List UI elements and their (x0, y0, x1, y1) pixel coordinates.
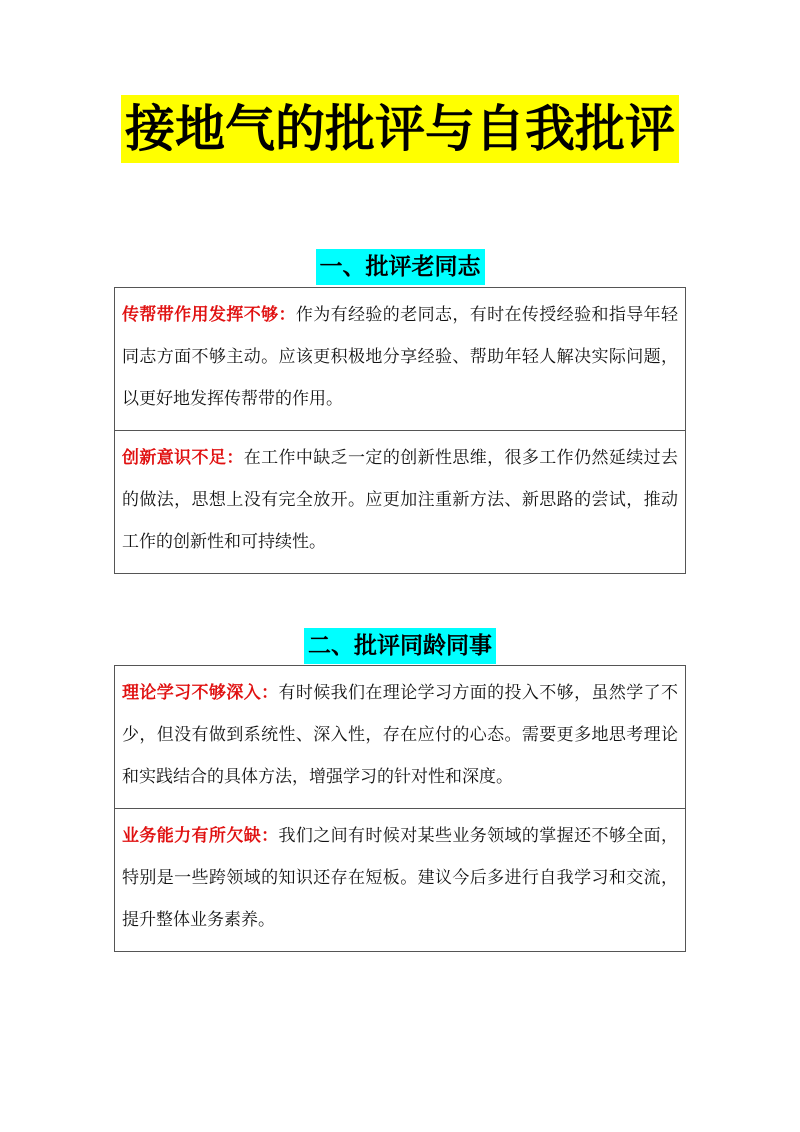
item-label: 传帮带作用发挥不够： (122, 305, 296, 325)
section-1-heading-container (0, 249, 800, 285)
item-text: 有时候我们在理论学习方面的投入不够，虽然学了不少，但没有做到系统性、深入性，存在应付的心态。需要更多地思考理论和实践结合的具体方法，增强学习的针对性和深度。 (122, 683, 678, 787)
title-container (0, 95, 800, 163)
section-1-item-1 (115, 288, 685, 430)
section-1-box (114, 287, 686, 574)
item-label: 创新意识不足： (122, 448, 244, 468)
page-title: 接地气的批评与自我批评 (121, 95, 679, 163)
section-1-item-2 (115, 430, 685, 573)
section-2-box (114, 665, 686, 952)
section-2-item-2 (115, 808, 685, 951)
section-2-heading: 二、批评同龄同事 (304, 628, 496, 664)
item-text: 在工作中缺乏一定的创新性思维，很多工作仍然延续过去的做法，思想上没有完全放开。应更加注重新方法、新思路的尝试，推动工作的创新性和可持续性。 (122, 448, 679, 552)
item-label: 理论学习不够深入： (122, 683, 279, 703)
item-text: 我们之间有时候对某些业务领域的掌握还不够全面，特别是一些跨领域的知识还存在短板。建议今后多进行自我学习和交流，提升整体业务素养。 (122, 826, 678, 930)
item-label: 业务能力有所欠缺： (122, 826, 279, 846)
section-1-heading: 一、批评老同志 (316, 249, 485, 285)
section-2-item-1 (115, 666, 685, 808)
section-2-heading-container (0, 628, 800, 664)
item-text: 作为有经验的老同志，有时在传授经验和指导年轻同志方面不够主动。应该更积极地分享经验、帮助年轻人解决实际问题，以更好地发挥传帮带的作用。 (122, 305, 679, 409)
